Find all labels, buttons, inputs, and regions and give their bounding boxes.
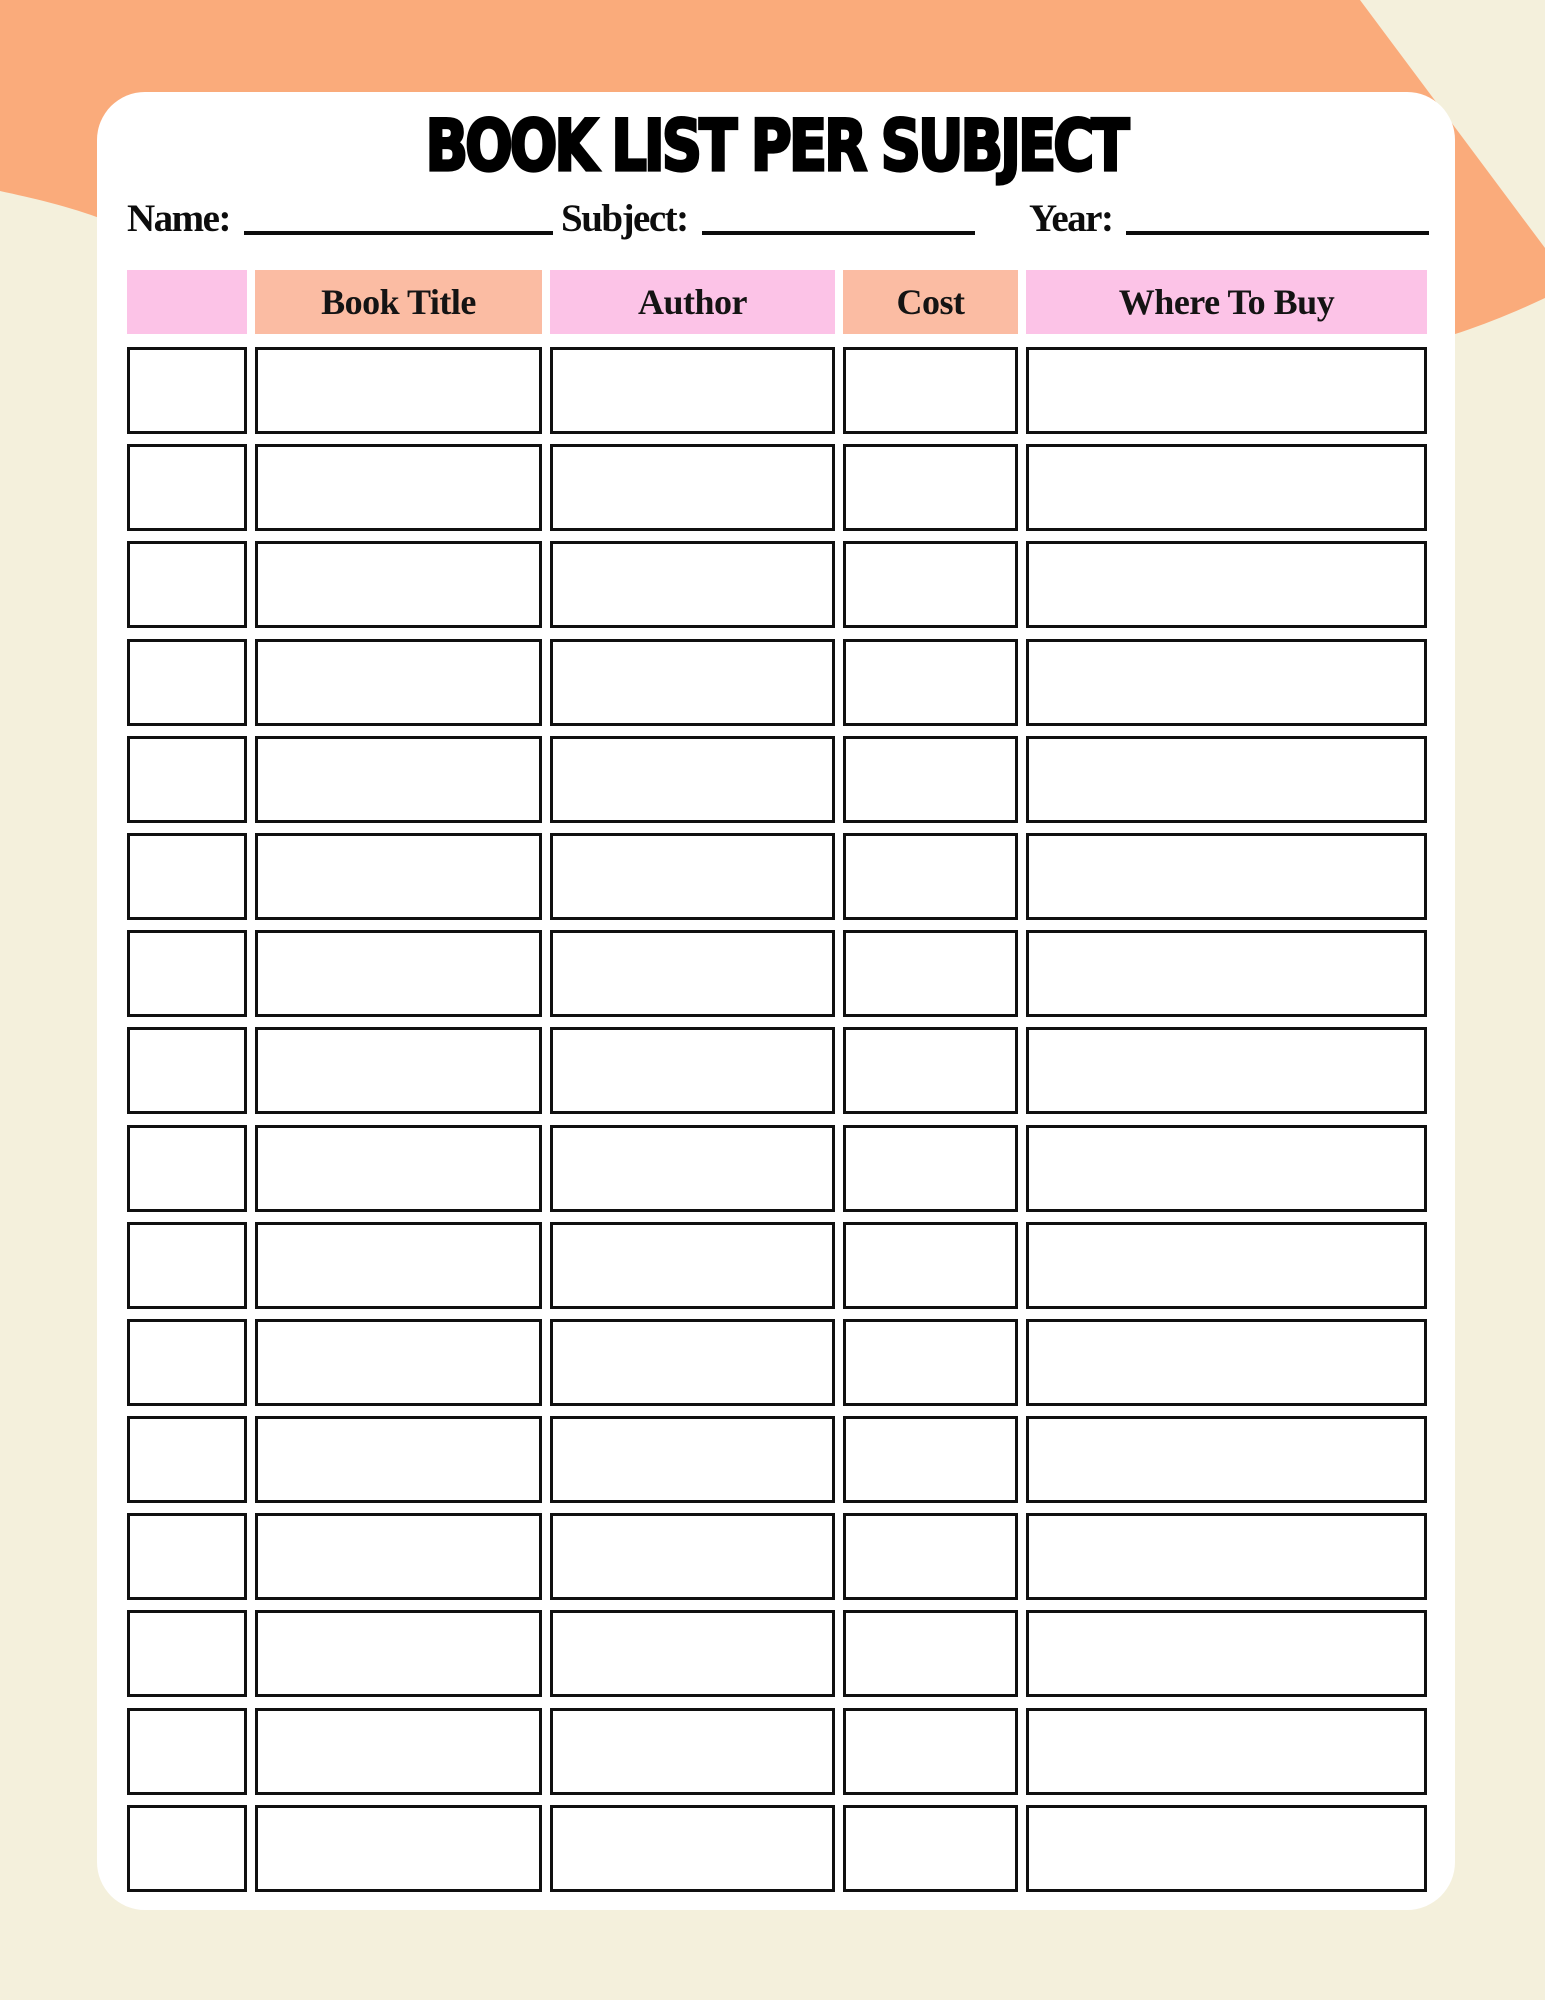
cell-book_title[interactable] [255, 1222, 542, 1309]
cell-book_title[interactable] [255, 1513, 542, 1600]
cell-cost[interactable] [843, 1416, 1018, 1503]
cell-cost[interactable] [843, 1610, 1018, 1697]
column-header-cost: Cost [843, 270, 1018, 334]
info-fields-row [127, 196, 1429, 242]
column-header-book_title: Book Title [255, 270, 542, 334]
year-input-line[interactable] [1126, 201, 1429, 235]
table-body [127, 347, 1427, 1892]
table-row [127, 1708, 1427, 1795]
year-field [1029, 196, 1429, 242]
cell-where_to_buy[interactable] [1026, 833, 1427, 920]
cell-index[interactable] [127, 736, 247, 823]
cell-author[interactable] [550, 347, 835, 434]
cell-index[interactable] [127, 1319, 247, 1406]
cell-book_title[interactable] [255, 1125, 542, 1212]
column-header-where_to_buy: Where To Buy [1026, 270, 1427, 334]
cell-author[interactable] [550, 1805, 835, 1892]
cell-author[interactable] [550, 1125, 835, 1212]
table-row [127, 444, 1427, 531]
cell-where_to_buy[interactable] [1026, 1610, 1427, 1697]
cell-where_to_buy[interactable] [1026, 1027, 1427, 1114]
table-row [127, 1805, 1427, 1892]
cell-where_to_buy[interactable] [1026, 736, 1427, 823]
cell-cost[interactable] [843, 347, 1018, 434]
cell-cost[interactable] [843, 1222, 1018, 1309]
cell-where_to_buy[interactable] [1026, 1125, 1427, 1212]
cell-index[interactable] [127, 444, 247, 531]
name-label: Name: [127, 197, 230, 240]
cell-author[interactable] [550, 1610, 835, 1697]
cell-index[interactable] [127, 1222, 247, 1309]
cell-where_to_buy[interactable] [1026, 347, 1427, 434]
cell-where_to_buy[interactable] [1026, 444, 1427, 531]
cell-author[interactable] [550, 1222, 835, 1309]
cell-book_title[interactable] [255, 930, 542, 1017]
cell-where_to_buy[interactable] [1026, 930, 1427, 1017]
cell-cost[interactable] [843, 1805, 1018, 1892]
name-input-line[interactable] [244, 201, 553, 235]
cell-book_title[interactable] [255, 1610, 542, 1697]
cell-where_to_buy[interactable] [1026, 1805, 1427, 1892]
table-row [127, 736, 1427, 823]
cell-index[interactable] [127, 1708, 247, 1795]
cell-book_title[interactable] [255, 1027, 542, 1114]
cell-book_title[interactable] [255, 541, 542, 628]
cell-cost[interactable] [843, 639, 1018, 726]
table-header-row [127, 270, 1427, 334]
cell-where_to_buy[interactable] [1026, 639, 1427, 726]
cell-author[interactable] [550, 1319, 835, 1406]
table-row [127, 347, 1427, 434]
cell-index[interactable] [127, 639, 247, 726]
cell-where_to_buy[interactable] [1026, 1513, 1427, 1600]
column-header-index [127, 270, 247, 334]
cell-author[interactable] [550, 1416, 835, 1503]
year-label: Year: [1029, 197, 1113, 240]
cell-book_title[interactable] [255, 444, 542, 531]
table-row [127, 1610, 1427, 1697]
cell-author[interactable] [550, 930, 835, 1017]
worksheet-card [97, 92, 1455, 1910]
page-title: BOOK LIST PER SUBJECT [425, 106, 1127, 188]
column-header-author: Author [550, 270, 835, 334]
cell-book_title[interactable] [255, 1416, 542, 1503]
cell-index[interactable] [127, 930, 247, 1017]
cell-cost[interactable] [843, 1125, 1018, 1212]
cell-where_to_buy[interactable] [1026, 1319, 1427, 1406]
cell-book_title[interactable] [255, 1319, 542, 1406]
cell-book_title[interactable] [255, 639, 542, 726]
cell-where_to_buy[interactable] [1026, 1416, 1427, 1503]
cell-author[interactable] [550, 736, 835, 823]
table-row [127, 1027, 1427, 1114]
subject-input-line[interactable] [702, 201, 975, 235]
table-row [127, 1416, 1427, 1503]
table-row [127, 1125, 1427, 1212]
cell-cost[interactable] [843, 1027, 1018, 1114]
cell-book_title[interactable] [255, 736, 542, 823]
table-row [127, 930, 1427, 1017]
cell-where_to_buy[interactable] [1026, 1222, 1427, 1309]
table-row [127, 833, 1427, 920]
cell-cost[interactable] [843, 1708, 1018, 1795]
cell-where_to_buy[interactable] [1026, 541, 1427, 628]
cell-index[interactable] [127, 1513, 247, 1600]
cell-index[interactable] [127, 1416, 247, 1503]
table-row [127, 639, 1427, 726]
cell-index[interactable] [127, 541, 247, 628]
cell-index[interactable] [127, 1027, 247, 1114]
cell-book_title[interactable] [255, 1805, 542, 1892]
cell-cost[interactable] [843, 1513, 1018, 1600]
cell-cost[interactable] [843, 1319, 1018, 1406]
cell-where_to_buy[interactable] [1026, 1708, 1427, 1795]
cell-book_title[interactable] [255, 833, 542, 920]
cell-index[interactable] [127, 1125, 247, 1212]
cell-cost[interactable] [843, 444, 1018, 531]
cell-index[interactable] [127, 347, 247, 434]
cell-author[interactable] [550, 1708, 835, 1795]
cell-index[interactable] [127, 833, 247, 920]
cell-book_title[interactable] [255, 1708, 542, 1795]
cell-author[interactable] [550, 639, 835, 726]
cell-author[interactable] [550, 1027, 835, 1114]
cell-author[interactable] [550, 833, 835, 920]
cell-index[interactable] [127, 1805, 247, 1892]
table-row [127, 1222, 1427, 1309]
cell-cost[interactable] [843, 930, 1018, 1017]
subject-label: Subject: [561, 197, 688, 240]
cell-author[interactable] [550, 444, 835, 531]
cell-index[interactable] [127, 1610, 247, 1697]
cell-book_title[interactable] [255, 347, 542, 434]
name-field [127, 196, 553, 242]
subject-field [561, 196, 975, 242]
cell-author[interactable] [550, 1513, 835, 1600]
cell-author[interactable] [550, 541, 835, 628]
table-row [127, 541, 1427, 628]
cell-cost[interactable] [843, 833, 1018, 920]
cell-cost[interactable] [843, 736, 1018, 823]
table-row [127, 1319, 1427, 1406]
table-row [127, 1513, 1427, 1600]
cell-cost[interactable] [843, 541, 1018, 628]
